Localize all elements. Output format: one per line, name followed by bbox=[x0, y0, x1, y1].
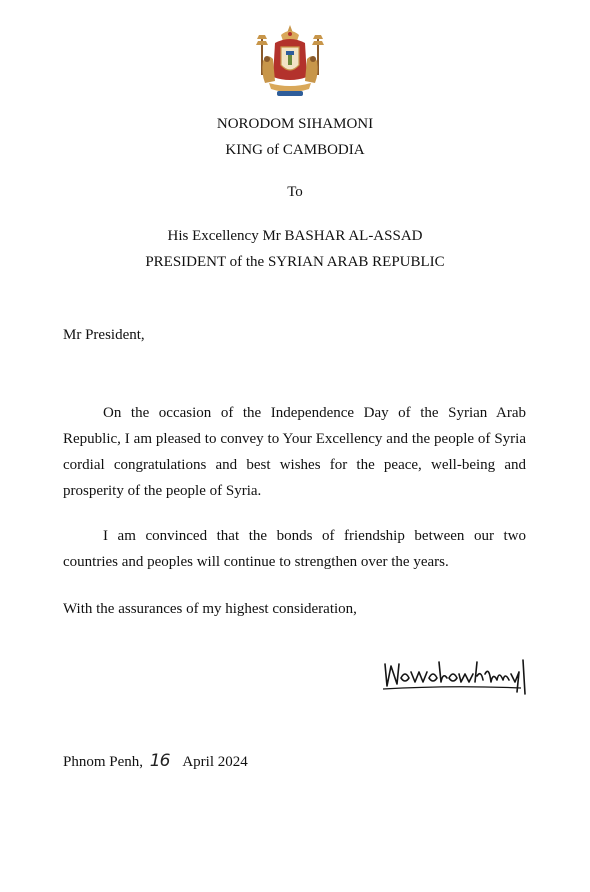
author-title: KING of CAMBODIA bbox=[225, 142, 365, 158]
to-label: To bbox=[287, 184, 303, 200]
closing-line: With the assurances of my highest consideration, bbox=[63, 601, 357, 617]
recipient-title: PRESIDENT of the SYRIAN ARAB REPUBLIC bbox=[145, 254, 445, 270]
body-paragraph: I am convinced that the bonds of friendship between our two countries and peoples will continue to strengthen over the years. bbox=[63, 528, 526, 570]
date-line bbox=[63, 751, 248, 771]
royal-emblem-icon bbox=[255, 25, 325, 101]
date-month-year: April 2024 bbox=[182, 754, 248, 770]
salutation: Mr President, bbox=[63, 327, 145, 343]
date-day: 16 bbox=[149, 751, 170, 771]
recipient-name: His Excellency Mr BASHAR AL-ASSAD bbox=[167, 228, 423, 244]
body-paragraph: On the occasion of the Independence Day of the Syrian Arab Republic, I am pleased to convey to Your Excellency and the people of Syria cordial congratulations and best wishes for the peace, well-being and prosperity of the people of Syria. bbox=[63, 405, 526, 499]
author-name: NORODOM SIHAMONI bbox=[216, 116, 374, 132]
signature-icon bbox=[381, 652, 533, 697]
place-name: Phnom Penh, bbox=[63, 754, 144, 770]
